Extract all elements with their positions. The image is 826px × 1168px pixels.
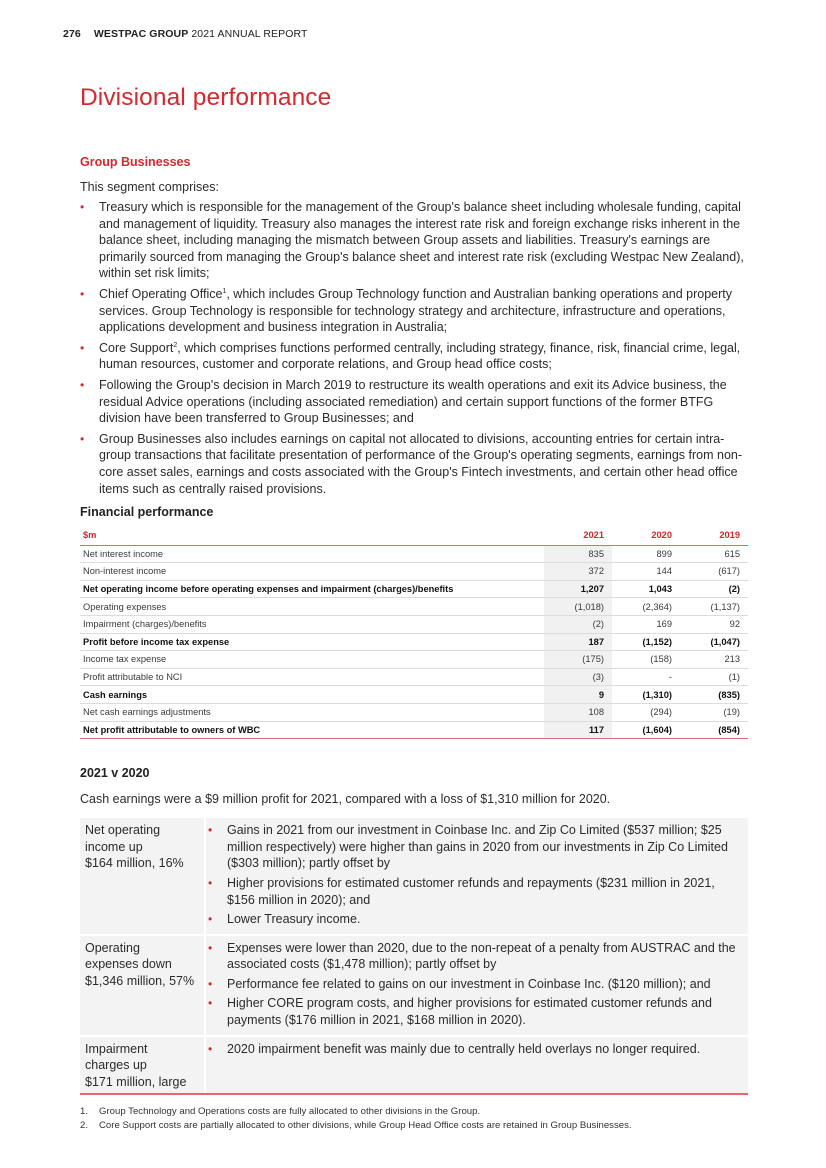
cell-2020: 169 — [612, 615, 680, 633]
comparison-label: Operating expenses down $1,346 million, 57% — [80, 935, 205, 1036]
cell-2020: (1,152) — [612, 633, 680, 651]
row-label: Impairment (charges)/benefits — [80, 615, 544, 633]
comparison-row — [80, 1036, 748, 1095]
page-number: 276 — [63, 28, 81, 40]
row-label: Operating expenses — [80, 598, 544, 616]
footnote-ref: 2 — [173, 341, 178, 349]
comparison-table — [80, 816, 748, 1095]
bullet-icon: • — [208, 875, 213, 890]
cell-2021: (3) — [544, 668, 612, 686]
page-title: Divisional performance — [80, 84, 332, 111]
detail-item: • Lower Treasury income. — [208, 912, 361, 927]
cell-2020: (1,604) — [612, 721, 680, 739]
bullet-icon: • — [80, 286, 85, 301]
table-row — [80, 615, 748, 633]
comparison-details — [205, 1036, 748, 1095]
table-row — [80, 668, 748, 686]
running-header — [63, 28, 308, 40]
row-label: Net operating income before operating expenses and impairment (charges)/benefits — [80, 580, 544, 598]
cell-2020: 1,043 — [612, 580, 680, 598]
table-header-row — [80, 526, 748, 545]
table-row — [80, 545, 748, 563]
footnotes — [80, 1105, 632, 1133]
financial-performance-table — [80, 526, 748, 739]
cell-2020: 144 — [612, 563, 680, 581]
segment-item: • Core Support$^2$, which comprises functions performed centrally, including strategy, finance, risk, financial crime, legal, human resources, customer and corporate relations, and Group head office costs; — [80, 340, 741, 372]
cell-2019: 213 — [680, 651, 748, 669]
report-name: 2021 ANNUAL REPORT — [191, 28, 308, 40]
section-heading: Group Businesses — [80, 155, 191, 169]
financial-performance-heading: Financial performance — [80, 505, 214, 520]
cell-2019: (1,137) — [680, 598, 748, 616]
row-label: Net interest income — [80, 545, 544, 563]
cell-2020: (294) — [612, 703, 680, 721]
column-header: 2019 — [680, 526, 748, 545]
detail-item: • Expenses were lower than 2020, due to the non-repeat of a penalty from AUSTRAC and the associated costs ($1,478 million); partly offset by — [208, 940, 736, 972]
cell-2019: (1,047) — [680, 633, 748, 651]
bullet-icon: • — [208, 1041, 213, 1056]
cell-2019: (835) — [680, 686, 748, 704]
table-row — [80, 703, 748, 721]
table-row-subtotal — [80, 580, 748, 598]
table-row-subtotal — [80, 633, 748, 651]
bullet-icon: • — [80, 377, 85, 392]
main-content — [80, 155, 750, 1095]
cell-2021: 187 — [544, 633, 612, 651]
comparison-summary: Cash earnings were a $9 million profit for 2021, compared with a loss of $1,310 million for 2020. — [80, 792, 611, 807]
column-header: 2020 — [612, 526, 680, 545]
cell-2021: 108 — [544, 703, 612, 721]
cell-2019: (617) — [680, 563, 748, 581]
bullet-icon: • — [208, 996, 213, 1011]
comparison-label: Impairment charges up $171 million, large — [80, 1036, 205, 1095]
cell-2020: 899 — [612, 545, 680, 563]
segment-list — [80, 199, 750, 497]
cell-2021: 9 — [544, 686, 612, 704]
row-label: Net profit attributable to owners of WBC — [80, 721, 544, 739]
cell-2021: (2) — [544, 615, 612, 633]
bullet-icon: • — [208, 912, 213, 927]
cell-2020: (2,364) — [612, 598, 680, 616]
cell-2019: (1) — [680, 668, 748, 686]
table-row — [80, 651, 748, 669]
comparison-row — [80, 935, 748, 1036]
detail-item: • 2020 impairment benefit was mainly due to centrally held overlays no longer required. — [208, 1041, 701, 1056]
cell-2019: (854) — [680, 721, 748, 739]
cell-2021: (1,018) — [544, 598, 612, 616]
column-header: 2021 — [544, 526, 612, 545]
cell-2021: 117 — [544, 721, 612, 739]
segment-item: • Chief Operating Office$^1$, which includes Group Technology function and Australian banking operations and property services. Group Technology is responsible for technology strategy and architecture, infrastructure and operations, applications development and business integration in Australia; — [80, 286, 733, 335]
cell-2021: 835 — [544, 545, 612, 563]
cell-2021: 1,207 — [544, 580, 612, 598]
bullet-icon: • — [208, 823, 213, 838]
cell-2019: (19) — [680, 703, 748, 721]
footnote-ref: 1 — [222, 287, 227, 295]
footnote: 2. Core Support costs are partially allocated to other divisions, while Group Head Office costs are retained in Group Businesses. — [80, 1120, 632, 1131]
detail-item: • Gains in 2021 from our investment in Coinbase Inc. and Zip Co Limited ($537 million; $25 million respectively) were higher than gains in 2020 from our investments in Zip Co Limited ($303 million); partly offset by — [208, 823, 728, 871]
table-row-subtotal — [80, 686, 748, 704]
detail-item: • Higher provisions for estimated customer refunds and repayments ($231 million in 2021, $156 million in 2020); and — [208, 875, 715, 907]
table-row-total — [80, 721, 748, 739]
comparison-details — [205, 935, 748, 1036]
detail-item: • Higher CORE program costs, and higher provisions for estimated customer refunds and payments ($176 million in 2021, $168 million in 2020). — [208, 996, 712, 1028]
cell-2019: 92 — [680, 615, 748, 633]
footnote: 1. Group Technology and Operations costs are fully allocated to other divisions in the Group. — [80, 1106, 481, 1117]
cell-2020: (1,310) — [612, 686, 680, 704]
cell-2019: (2) — [680, 580, 748, 598]
comparison-details — [205, 817, 748, 935]
cell-2020: (158) — [612, 651, 680, 669]
bullet-icon: • — [80, 340, 85, 355]
segment-item: • Treasury which is responsible for the management of the Group's balance sheet including wholesale funding, capital and management of liquidity. Treasury also manages the interest rate risk and foreign exchange risks inherent in the balance sheet, including managing the mismatch between Group assets and liabilities. Treasury's earnings are primarily sourced from managing the Group's balance sheet and interest rate risk (excluding Westpac New Zealand), within set risk limits; — [80, 200, 744, 281]
cell-2021: (175) — [544, 651, 612, 669]
row-label: Non-interest income — [80, 563, 544, 581]
row-label: Profit attributable to NCI — [80, 668, 544, 686]
comparison-row — [80, 817, 748, 935]
cell-2020: - — [612, 668, 680, 686]
segment-item: • Following the Group's decision in March 2019 to restructure its wealth operations and exit its Advice business, the residual Advice operations (including associated remediation) and certain support functions of the former BTFG division have been transferred to Group Businesses; and — [80, 377, 727, 426]
segment-item: • Group Businesses also includes earnings on capital not allocated to divisions, accounting entries for certain intra-group transactions that facilitate presentation of performance of the Group's operating segments, earnings from non-core asset sales, earnings and costs associated with the Group's Fintech investments, and certain other head office items such as centrally raised provisions. — [80, 431, 743, 496]
bullet-icon: • — [208, 976, 213, 991]
table-row — [80, 598, 748, 616]
row-label: Income tax expense — [80, 651, 544, 669]
row-label: Net cash earnings adjustments — [80, 703, 544, 721]
column-header: $m — [80, 526, 544, 545]
table-row — [80, 563, 748, 581]
comparison-heading: 2021 v 2020 — [80, 766, 150, 781]
brand-name: WESTPAC GROUP — [93, 28, 189, 40]
bullet-icon: • — [80, 200, 85, 214]
bullet-icon: • — [208, 940, 213, 955]
detail-item: • Performance fee related to gains on our investment in Coinbase Inc. ($120 million); and — [208, 976, 711, 991]
cell-2021: 372 — [544, 563, 612, 581]
comparison-label: Net operating income up $164 million, 16% — [80, 817, 205, 935]
section-intro: This segment comprises: — [80, 180, 219, 194]
cell-2019: 615 — [680, 545, 748, 563]
row-label: Cash earnings — [80, 686, 544, 704]
bullet-icon: • — [80, 431, 85, 446]
row-label: Profit before income tax expense — [80, 633, 544, 651]
